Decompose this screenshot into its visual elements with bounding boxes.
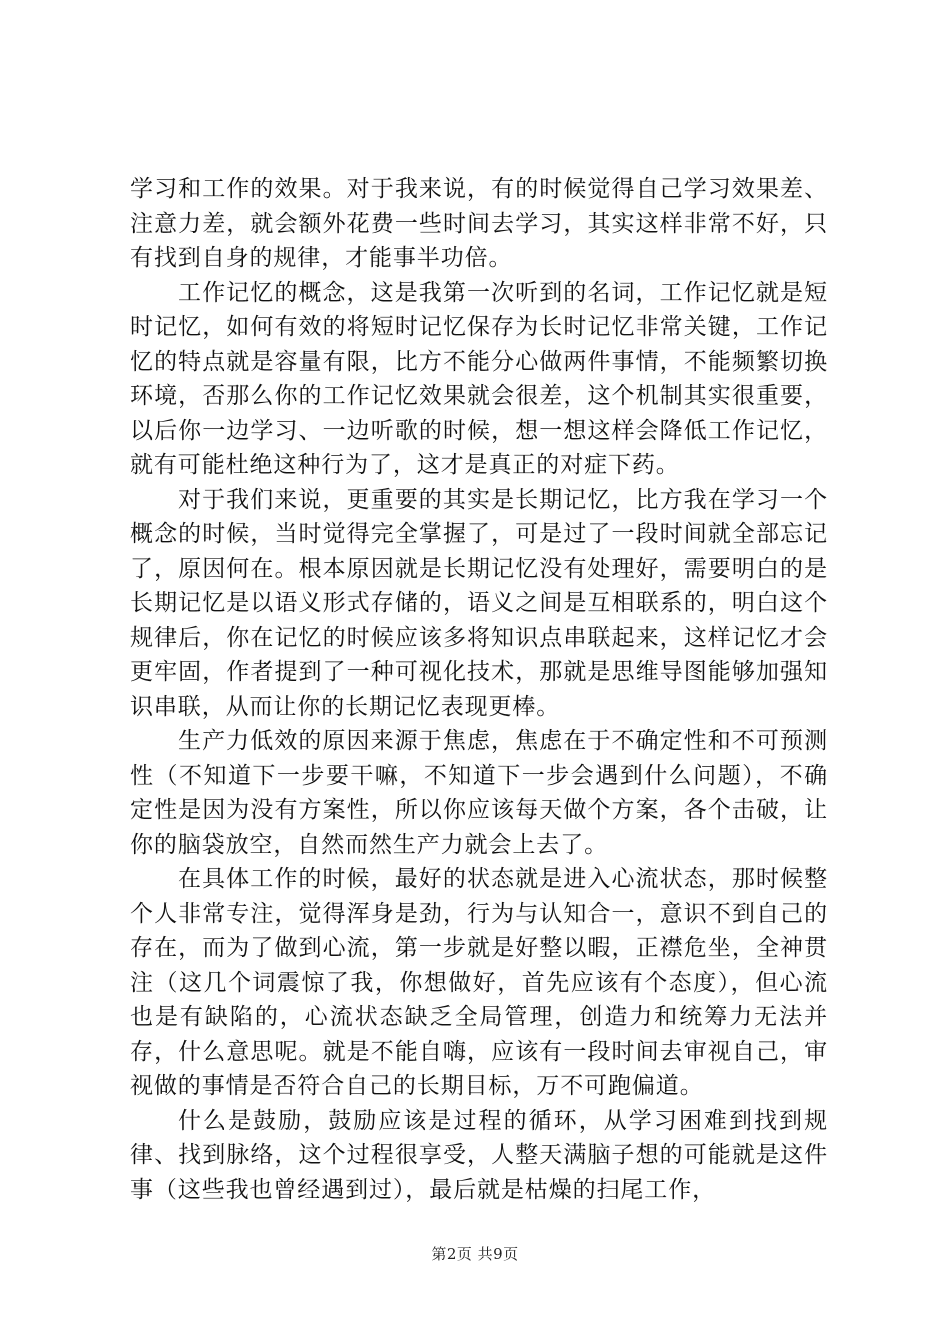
document-body — [130, 172, 828, 1207]
paragraph-4: 生产力低效的原因来源于焦虑，焦虑在于不确定性和不可预测性（不知道下一步要干嘛，不知道下一步会遇到什么问题），不确定性是因为没有方案性，所以你应该每天做个方案，各个击破，让你的脑袋放空，自然而然生产力就会上去了。 — [130, 728, 828, 858]
paragraph-1: 学习和工作的效果。对于我来说，有的时候觉得自己学习效果差、注意力差，就会额外花费一些时间去学习，其实这样非常不好，只有找到自身的规律，才能事半功倍。 — [130, 176, 828, 271]
paragraph-6: 什么是鼓励，鼓励应该是过程的循环，从学习困难到找到规律、找到脉络，这个过程很享受，人整天满脑子想的可能就是这件事（这些我也曾经遇到过），最后就是枯燥的扫尾工作， — [130, 1107, 828, 1203]
paragraph-5: 在具体工作的时候，最好的状态就是进入心流状态，那时候整个人非常专注，觉得浑身是劲，行为与认知合一，意识不到自己的存在，而为了做到心流，第一步就是好整以暇，正襟危坐，全神贯注（这几个词震惊了我，你想做好，首先应该有个态度），但心流也是有缺陷的，心流状态缺乏全局管理，创造力和统筹力无法并存，什么意思呢。就是不能自嗨，应该有一段时间去审视自己，审视做的事情是否符合自己的长期目标，万不可跑偏道。 — [130, 866, 828, 1099]
paragraph-2: 工作记忆的概念，这是我第一次听到的名词，工作记忆就是短时记忆，如何有效的将短时记忆保存为长时记忆非常关键，工作记忆的特点就是容量有限，比方不能分心做两件事情，不能频繁切换环境，否那么你的工作记忆效果就会很差，这个机制其实很重要，以后你一边学习、一边听歌的时候，想一想这样会降低工作记忆，就有可能杜绝这种行为了，这才是真正的对症下药。 — [130, 279, 828, 478]
page-footer: 第2页 共9页 — [431, 1245, 519, 1263]
paragraph-3: 对于我们来说，更重要的其实是长期记忆，比方我在学习一个概念的时候，当时觉得完全掌握了，可是过了一段时间就全部忘记了，原因何在。根本原因就是长期记忆没有处理好，需要明白的是长期记忆是以语义形式存储的，语义之间是互相联系的，明白这个规律后，你在记忆的时候应该多将知识点串联起来，这样记忆才会更牢固，作者提到了一种可视化技术，那就是思维导图能够加强知识串联，从而让你的长期记忆表现更棒。 — [130, 486, 828, 720]
